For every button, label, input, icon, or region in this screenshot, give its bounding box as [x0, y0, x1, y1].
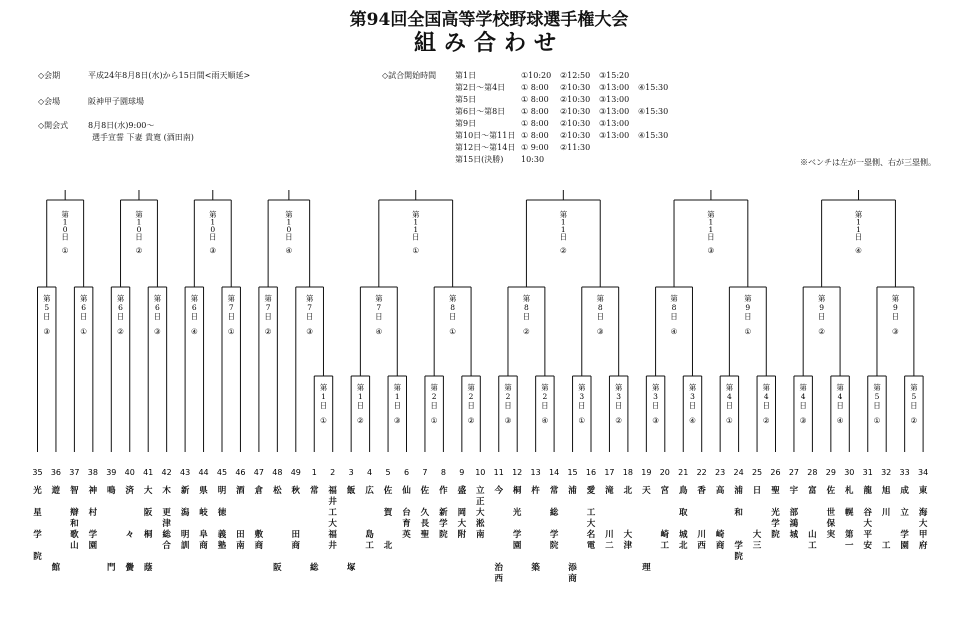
opening-value: 8月8日(水)9:00～ — [88, 121, 155, 130]
match-label: 第 7 日 ② — [264, 294, 272, 336]
draw-number: 25 — [751, 468, 763, 477]
draw-number: 38 — [87, 468, 98, 477]
match-label: 第 4 日 ④ — [836, 383, 844, 425]
match-label: 第 1 0 日 ④ — [285, 210, 293, 255]
venue-info — [38, 96, 144, 107]
match-label: 第 6 日 ① — [79, 294, 88, 336]
draw-number: 40 — [124, 468, 135, 477]
team-name: 東 海 大 甲 府 — [918, 486, 928, 551]
team-name: 札 幌 第 一 — [845, 486, 854, 551]
match-label: 第 2 日 ④ — [541, 383, 549, 425]
schedule-time: ②10:30 — [560, 83, 591, 92]
schedule-day: 第5日 — [455, 95, 477, 104]
team-name: 常 総 学 院 — [549, 486, 559, 551]
page-subtitle: 組み合わせ — [413, 30, 564, 56]
draw-number: 32 — [881, 468, 892, 477]
draw-number: 19 — [641, 468, 652, 477]
match-label: 第 2 日 ② — [467, 383, 475, 425]
match-label: 第 1 日 ② — [356, 383, 365, 425]
schedule-time: ① 8:00 — [521, 131, 549, 140]
schedule-day: 第10日～第11日 — [455, 131, 516, 140]
draw-number: 30 — [844, 468, 855, 477]
draw-number: 20 — [659, 468, 670, 477]
team-name: 高 崎 商 — [715, 486, 725, 551]
team-name: 済 々 黌 — [125, 486, 134, 573]
schedule-time: ②10:30 — [560, 119, 591, 128]
match-label: 第 7 日 ① — [227, 294, 235, 336]
match-label: 第 1 0 日 ② — [135, 210, 143, 255]
draw-number: 15 — [567, 468, 578, 477]
draw-number: 44 — [198, 468, 209, 477]
draw-number: 11 — [493, 468, 504, 477]
team-name: 光 星 学 院 — [33, 486, 42, 562]
team-name: 龍 谷 大 平 安 — [863, 486, 872, 551]
schedule-row — [455, 106, 677, 118]
schedule-row — [455, 154, 677, 166]
team-name: 愛 工 大 名 電 — [586, 486, 596, 551]
draw-number: 8 — [440, 468, 446, 477]
team-name: 浦 添 商 — [568, 486, 577, 584]
match-label: 第 3 日 ② — [614, 383, 623, 425]
draw-number: 29 — [825, 468, 836, 477]
match-label: 第 7 日 ③ — [305, 294, 314, 336]
schedule-time: ③13:00 — [599, 95, 630, 104]
match-label: 第 1 1 日 ④ — [854, 210, 863, 255]
draw-number: 7 — [422, 468, 428, 477]
draw-number: 34 — [918, 468, 929, 477]
team-name: 浦 和 学 院 — [734, 486, 743, 562]
schedule-time: ②10:30 — [560, 131, 591, 140]
period-info — [38, 70, 250, 81]
schedule-row — [455, 82, 677, 94]
team-name: 佐 久 長 聖 — [420, 486, 430, 540]
draw-number: 36 — [50, 468, 62, 477]
draw-number: 37 — [69, 468, 80, 477]
schedule-time: ①10:20 — [521, 71, 552, 80]
match-label: 第 1 1 日 ② — [559, 210, 568, 255]
match-label: 第 9 日 ① — [744, 294, 752, 336]
draw-number: 42 — [161, 468, 172, 477]
match-label: 第 9 日 ② — [817, 294, 826, 336]
schedule-time: ① 9:00 — [521, 143, 549, 152]
schedule-time: ③13:00 — [599, 119, 630, 128]
schedule-time: ① 8:00 — [521, 95, 549, 104]
oath-info: 選手宣誓 下妻 貴寛 (酒田南) — [92, 133, 194, 142]
team-name: 天 理 — [642, 486, 651, 573]
schedule-time: ②11:30 — [560, 143, 591, 152]
draw-number: 24 — [733, 468, 744, 477]
team-name: 宮 崎 工 — [660, 486, 670, 551]
match-label: 第 2 日 ③ — [504, 383, 512, 425]
team-name: 倉 敷 商 — [254, 486, 264, 551]
draw-number: 49 — [290, 468, 301, 477]
period-label: ◇会期 — [38, 71, 61, 80]
schedule-time: ④15:30 — [638, 107, 669, 116]
match-label: 第 1 1 日 ① — [411, 210, 420, 255]
draw-number: 46 — [235, 468, 246, 477]
team-name: 香 川 西 — [697, 486, 706, 551]
team-name: 立 正 大 淞 南 — [476, 486, 485, 540]
team-name: 酒 田 南 — [236, 486, 245, 551]
schedule-time: ① 8:00 — [521, 119, 549, 128]
team-name: 福 井 工 大 福 井 — [328, 486, 337, 551]
schedule-row — [455, 142, 677, 154]
draw-number: 16 — [585, 468, 597, 477]
team-name: 広 島 工 — [365, 486, 374, 551]
match-label: 第 3 日 ④ — [688, 383, 697, 425]
team-name: 秋 田 商 — [291, 486, 301, 551]
team-name: 聖 光 学 院 — [771, 486, 780, 540]
match-label: 第 1 日 ① — [319, 383, 328, 425]
match-label: 第 7 日 ④ — [375, 294, 383, 336]
match-label: 第 3 日 ① — [578, 383, 586, 425]
team-name: 宇 部 鴻 城 — [789, 486, 799, 540]
venue-label: ◇会場 — [38, 97, 61, 106]
team-name: 旭 川 工 — [881, 486, 891, 551]
team-name: 杵 築 — [531, 486, 540, 573]
team-name: 鳥 取 城 北 — [678, 486, 688, 551]
page-title: 第94回全国高等学校野球選手権大会 — [349, 10, 629, 30]
team-name: 北 大 津 — [623, 486, 633, 551]
match-label: 第 4 日 ① — [725, 383, 734, 425]
team-list — [0, 482, 978, 623]
draw-number: 6 — [403, 468, 410, 477]
tournament-bracket — [0, 180, 978, 480]
draw-number: 45 — [216, 468, 228, 477]
draw-number: 28 — [807, 468, 818, 477]
team-name: 飯 塚 — [346, 486, 356, 573]
draw-number: 5 — [385, 468, 391, 477]
team-name: 遊 館 — [51, 486, 61, 573]
team-name: 大 阪 桐 蔭 — [143, 486, 153, 573]
schedule-day: 第9日 — [455, 119, 477, 128]
match-label: 第 8 日 ③ — [596, 294, 604, 336]
schedule-day: 第1日 — [455, 71, 477, 80]
match-label: 第 1 0 日 ③ — [209, 210, 217, 255]
team-name: 県 岐 阜 商 — [199, 486, 208, 551]
draw-number: 4 — [367, 468, 373, 477]
draw-number: 13 — [530, 468, 541, 477]
schedule-day: 第2日～第4日 — [455, 83, 506, 92]
schedule-row — [455, 118, 677, 130]
schedule-time: ②12:50 — [560, 71, 591, 80]
schedule-row — [455, 130, 677, 142]
match-label: 第 1 日 ③ — [393, 383, 402, 425]
team-name: 明 徳 義 塾 — [217, 486, 227, 551]
draw-number: 27 — [788, 468, 800, 477]
draw-number: 31 — [862, 468, 873, 477]
schedule-time: ① 8:00 — [521, 107, 549, 116]
team-name: 神 村 学 園 — [88, 486, 98, 551]
opening-info — [38, 120, 154, 131]
draw-number: 33 — [899, 468, 910, 477]
draw-number: 3 — [348, 468, 354, 477]
team-name: 智 辯 和 歌 山 — [70, 486, 79, 551]
match-label: 第 4 日 ② — [762, 383, 771, 425]
match-label: 第 1 0 日 ① — [61, 210, 69, 255]
team-name: 富 山 工 — [808, 486, 817, 551]
draw-number: 39 — [106, 468, 117, 477]
schedule-time: ③13:00 — [599, 83, 630, 92]
schedule-time: ① 8:00 — [521, 83, 549, 92]
opening-label: ◇開会式 — [38, 121, 69, 130]
team-name: 佐 賀 北 — [383, 486, 393, 551]
schedule-time: ④15:30 — [638, 131, 669, 140]
match-label: 第 6 日 ③ — [153, 294, 162, 336]
team-name: 佐 世 保 実 — [826, 486, 836, 540]
team-name: 盛 岡 大 附 — [457, 486, 467, 540]
team-name: 新 潟 明 訓 — [180, 486, 190, 551]
draw-number: 18 — [622, 468, 633, 477]
draw-number: 23 — [715, 468, 726, 477]
draw-number: 12 — [512, 468, 523, 477]
draw-number: 2 — [330, 468, 336, 477]
team-name: 松 阪 — [273, 486, 282, 573]
draw-number: 26 — [770, 468, 781, 477]
match-label: 第 5 日 ① — [873, 383, 881, 425]
team-name: 鳴 門 — [107, 486, 116, 573]
team-name: 日 大 三 — [752, 486, 762, 551]
draw-number: 9 — [459, 468, 465, 477]
team-name: 今 治 西 — [494, 486, 503, 584]
bench-note: ※ベンチは左が一塁側、右が三塁側。 — [800, 158, 936, 167]
match-label: 第 9 日 ③ — [891, 294, 900, 336]
draw-number: 17 — [604, 468, 615, 477]
team-name: 木 更 津 総 合 — [162, 486, 171, 551]
team-name: 滝 川 二 — [605, 486, 614, 551]
schedule-time: ②10:30 — [560, 95, 591, 104]
match-label: 第 8 日 ④ — [670, 294, 678, 336]
venue-value: 阪神甲子園球場 — [88, 97, 144, 106]
match-label: 第 5 日 ② — [910, 383, 918, 425]
match-label: 第 6 日 ④ — [190, 294, 199, 336]
schedule-time: ③13:00 — [599, 107, 630, 116]
match-label: 第 8 日 ① — [448, 294, 457, 336]
draw-number: 21 — [678, 468, 689, 477]
schedule-label: ◇試合開始時間 — [382, 71, 437, 80]
match-label: 第 4 日 ③ — [799, 383, 807, 425]
team-name: 成 立 学 園 — [900, 486, 909, 551]
schedule-time: ③15:20 — [599, 71, 630, 80]
draw-number: 41 — [143, 468, 154, 477]
draw-number: 47 — [253, 468, 264, 477]
team-name: 作 新 学 院 — [439, 486, 448, 540]
team-name: 桐 光 学 園 — [512, 486, 522, 551]
schedule-day: 第15日(決勝) — [455, 155, 504, 164]
draw-number: 35 — [32, 468, 43, 477]
match-label: 第 2 日 ① — [430, 383, 438, 425]
schedule-time: ④15:30 — [638, 83, 669, 92]
schedule-row — [455, 94, 677, 106]
team-name: 仙 台 育 英 — [402, 486, 411, 540]
draw-number: 14 — [549, 468, 560, 477]
match-label: 第 1 1 日 ③ — [707, 210, 715, 255]
schedule-time: 10:30 — [521, 155, 545, 164]
draw-number: 43 — [180, 468, 191, 477]
match-label: 第 3 日 ③ — [651, 383, 660, 425]
schedule-day: 第12日～第14日 — [455, 143, 516, 152]
match-label: 第 6 日 ② — [116, 294, 125, 336]
team-name: 常 総 — [309, 486, 319, 573]
schedule-time: ③13:00 — [599, 131, 630, 140]
schedule-table — [455, 70, 677, 166]
schedule-row — [455, 70, 677, 82]
match-label: 第 5 日 ③ — [42, 294, 51, 336]
draw-number: 22 — [696, 468, 707, 477]
schedule-time: ②10:30 — [560, 107, 591, 116]
match-label: 第 8 日 ② — [522, 294, 531, 336]
period-value: 平成24年8月8日(水)から15日間<雨天順延> — [88, 71, 251, 80]
draw-number: 10 — [475, 468, 486, 477]
draw-number: 48 — [272, 468, 283, 477]
schedule-day: 第6日～第8日 — [455, 107, 506, 116]
draw-number: 1 — [311, 468, 317, 477]
